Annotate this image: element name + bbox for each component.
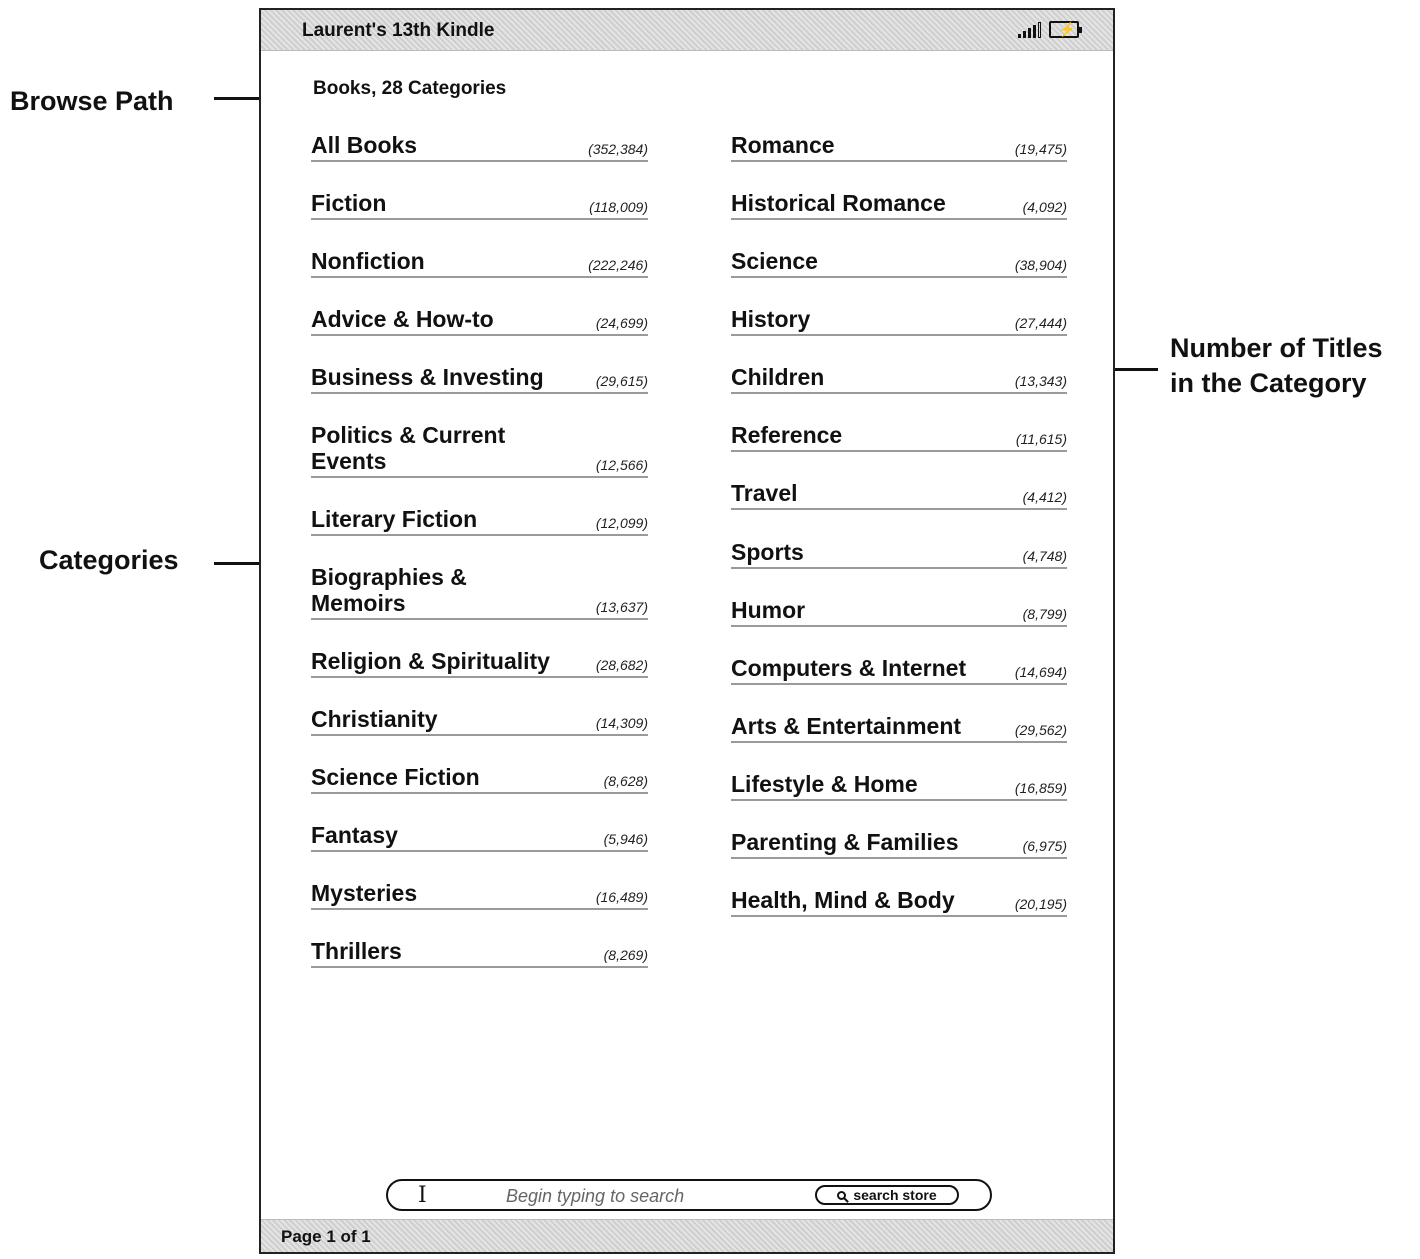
category-name: Health, Mind & Body <box>731 887 955 913</box>
footer-bar <box>261 1219 1113 1252</box>
category-fantasy[interactable] <box>311 822 648 852</box>
category-count: (20,195) <box>1014 896 1067 912</box>
category-name: Fiction <box>311 190 387 216</box>
category-count: (352,384) <box>588 141 648 157</box>
category-name: Historical Romance <box>731 190 946 216</box>
category-romance[interactable] <box>731 132 1067 162</box>
category-name: Politics & Current Events <box>311 422 506 474</box>
category-name: Religion & Spirituality <box>311 648 550 674</box>
category-nonfiction[interactable] <box>311 248 648 278</box>
category-count: (8,628) <box>603 773 648 789</box>
category-count: (8,269) <box>603 947 648 963</box>
category-count: (118,009) <box>589 199 648 215</box>
search-placeholder: Begin typing to search <box>506 1186 685 1206</box>
category-politics-current-events[interactable] <box>311 422 648 478</box>
category-name: Business & Investing <box>311 364 544 390</box>
category-humor[interactable] <box>731 597 1067 627</box>
kindle-screen <box>259 8 1115 1254</box>
callout-categories: Categories <box>39 545 179 575</box>
callout-number-of-titles-line2: in the Category <box>1170 368 1367 398</box>
category-biographies-memoirs[interactable] <box>311 564 648 620</box>
category-count: (13,637) <box>595 599 648 615</box>
category-count: (4,092) <box>1022 199 1067 215</box>
category-business-investing[interactable] <box>311 364 648 394</box>
category-mysteries[interactable] <box>311 880 648 910</box>
category-name: All Books <box>311 132 418 158</box>
category-health-mind-body[interactable] <box>731 887 1067 917</box>
category-count: (16,489) <box>595 889 648 905</box>
category-count: (29,562) <box>1014 722 1067 738</box>
category-name: Mysteries <box>311 880 418 906</box>
category-name: History <box>731 306 811 332</box>
category-arts-entertainment[interactable] <box>731 713 1067 743</box>
battery-charging-icon: ⚡ <box>1049 21 1079 38</box>
category-thrillers[interactable] <box>311 938 648 968</box>
category-count: (6,975) <box>1022 838 1067 854</box>
title-bar <box>261 10 1113 51</box>
category-count: (29,615) <box>595 373 648 389</box>
category-name: Romance <box>731 132 835 158</box>
category-literary-fiction[interactable] <box>311 506 648 536</box>
category-name: Arts & Entertainment <box>731 713 962 739</box>
category-children[interactable] <box>731 364 1067 394</box>
category-count: (27,444) <box>1014 315 1067 331</box>
category-count: (222,246) <box>588 257 648 273</box>
category-name: Literary Fiction <box>311 506 478 532</box>
category-history[interactable] <box>731 306 1067 336</box>
category-count: (14,309) <box>595 715 648 731</box>
category-count: (13,343) <box>1014 373 1067 389</box>
callout-browse-path: Browse Path <box>10 86 174 116</box>
category-religion-spirituality[interactable] <box>311 648 648 678</box>
category-count: (4,748) <box>1022 548 1067 564</box>
category-count: (5,946) <box>603 831 648 847</box>
category-fiction[interactable] <box>311 190 648 220</box>
category-count: (28,682) <box>595 657 648 673</box>
status-area <box>1018 20 1079 38</box>
category-name: Christianity <box>311 706 438 732</box>
signal-strength-icon <box>1018 20 1041 38</box>
search-input[interactable] <box>386 1179 992 1211</box>
device-title: Laurent's 13th Kindle <box>302 20 495 41</box>
category-count: (14,694) <box>1014 664 1067 680</box>
search-store-button[interactable] <box>815 1185 959 1205</box>
category-count: (11,615) <box>1015 431 1067 447</box>
category-name: Lifestyle & Home <box>731 771 918 797</box>
category-name: Science <box>731 248 818 274</box>
category-name: Advice & How-to <box>311 306 494 332</box>
category-name: Travel <box>731 480 798 506</box>
magnifier-icon <box>837 1191 846 1200</box>
category-name: Nonfiction <box>311 248 425 274</box>
category-computers-internet[interactable] <box>731 655 1067 685</box>
search-store-label: search store <box>853 1187 937 1203</box>
category-historical-romance[interactable] <box>731 190 1067 220</box>
category-advice-how-to[interactable] <box>311 306 648 336</box>
category-name: Humor <box>731 597 806 623</box>
category-name: Reference <box>731 422 843 448</box>
category-all-books[interactable] <box>311 132 648 162</box>
page-indicator: Page 1 of 1 <box>281 1227 371 1246</box>
category-name: Computers & Internet <box>731 655 967 681</box>
category-count: (38,904) <box>1014 257 1067 273</box>
category-name: Biographies & Memoirs <box>311 564 467 616</box>
category-count: (16,859) <box>1014 780 1067 796</box>
category-name: Fantasy <box>311 822 398 848</box>
category-travel[interactable] <box>731 480 1067 510</box>
category-name: Sports <box>731 539 804 565</box>
text-cursor-icon: I <box>418 1183 427 1208</box>
category-count: (4,412) <box>1022 489 1067 505</box>
category-name: Children <box>731 364 825 390</box>
category-science-fiction[interactable] <box>311 764 648 794</box>
callout-number-of-titles-line1: Number of Titles <box>1170 333 1383 363</box>
category-name: Science Fiction <box>311 764 480 790</box>
category-name: Parenting & Families <box>731 829 959 855</box>
category-count: (24,699) <box>595 315 648 331</box>
category-count: (19,475) <box>1014 141 1067 157</box>
category-christianity[interactable] <box>311 706 648 736</box>
browse-path: Books, 28 Categories <box>313 78 507 99</box>
category-count: (12,099) <box>595 515 648 531</box>
callout-number-of-titles <box>1170 331 1383 401</box>
category-parenting-families[interactable] <box>731 829 1067 859</box>
category-name: Thrillers <box>311 938 402 964</box>
category-reference[interactable] <box>731 422 1067 452</box>
category-science[interactable] <box>731 248 1067 278</box>
category-lifestyle-home[interactable] <box>731 771 1067 801</box>
category-count: (8,799) <box>1022 606 1067 622</box>
category-count: (12,566) <box>595 457 648 473</box>
category-sports[interactable] <box>731 539 1067 569</box>
